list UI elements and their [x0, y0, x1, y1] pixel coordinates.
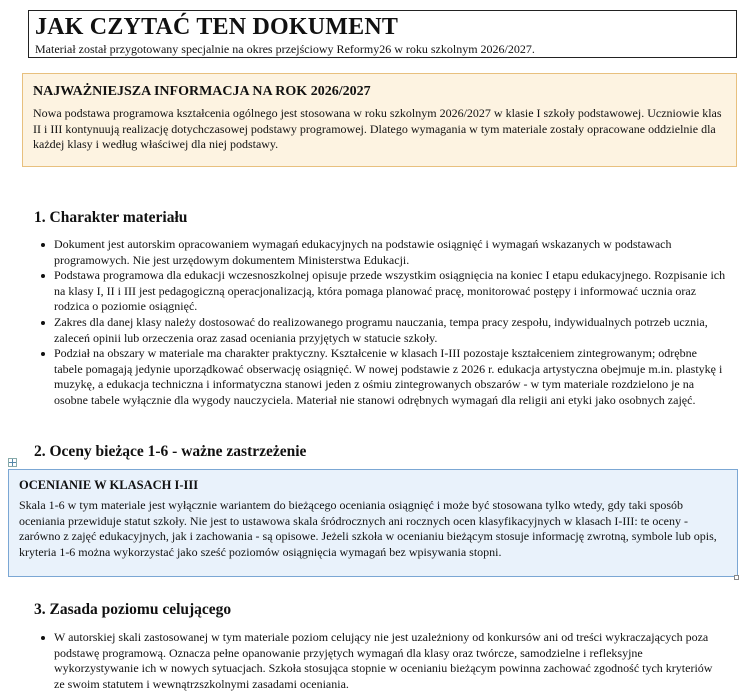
list-item: Podstawa programowa dla edukacji wczesnoszkolnej opisuje przede wszystkim osiągnięcia na koniec I etapu edukacyjnego. Rozpisanie ich na klasy I, II i III jest pedagogiczną operacjonalizacją, która pomaga planować pracę, monitorować postępy i informować ucznia oraz rodzica o poziomie osiągnięć. — [36, 268, 726, 315]
grading-note-box — [8, 469, 738, 577]
important-info-text: Nowa podstawa programowa kształcenia ogólnego jest stosowana w roku szkolnym 2026/2027 w klasie I szkoły podstawowej. Uczniowie klas II i III kontynuują realizację dotychczasowej podstawy programowej. Dlatego wymagania w tym materiale zostały opracowane oddzielnie dla każdej klasy i według właściwej dla niej podstawy. — [33, 106, 722, 151]
list-item: Podział na obszary w materiale ma charakter praktyczny. Kształcenie w klasach I-III pozostaje kształceniem zintegrowanym; odrębne tabele pomagają jedynie uporządkować obserwację osiągnięć. W nowej podstawie z 2026 r. edukacja artystyczna obejmuje m.in. plastykę i muzykę, a edukacja techniczna i informatyczna stanowi jeden z ośmiu zintegrowanych obszarów - w tym materiale rozdzielono je na osobne tabele wyłącznie dla wygody nauczyciela. Materiał nie stanowi odrębnych wymagań dla religii ani etyki jako osobnych zajęć. — [36, 346, 726, 408]
section-3-heading: 3. Zasada poziomu celującego — [34, 601, 232, 618]
grading-note-heading: OCENIANIE W KLASACH I-III — [19, 478, 199, 492]
important-info-heading: NAJWAŻNIEJSZA INFORMACJA NA ROK 2026/2027 — [33, 84, 371, 99]
section-3-list — [36, 630, 726, 692]
table-move-handle-icon[interactable] — [8, 458, 17, 467]
section-1-list — [36, 237, 726, 409]
table-resize-handle-icon[interactable] — [734, 575, 739, 580]
document-title: JAK CZYTAĆ TEN DOKUMENT — [35, 14, 399, 40]
list-item: Dokument jest autorskim opracowaniem wymagań edukacyjnych na podstawie osiągnięć i wymagań wskazanych w podstawach programowych. Nie jest urzędowym dokumentem Ministerstwa Edukacji. — [36, 237, 726, 268]
list-item: Zakres dla danej klasy należy dostosować do realizowanego programu nauczania, tempa pracy zespołu, indywidualnych potrzeb ucznia, zaleceń opinii lub orzeczenia oraz zasad oceniania przyjętych w statucie szkoły. — [36, 315, 726, 346]
important-info-box — [22, 73, 737, 167]
document-subtitle: Materiał został przygotowany specjalnie na okres przejściowy Reformy26 w roku szkolnym 2026/2027. — [35, 42, 535, 56]
section-2-heading: 2. Oceny bieżące 1-6 - ważne zastrzeżenie — [34, 443, 307, 460]
document-title-box — [28, 10, 737, 58]
list-item: W autorskiej skali zastosowanej w tym materiale poziom celujący nie jest uzależniony od konkursów ani od treści wykraczających poza podstawę programową. Oznacza pełne opanowanie przyjętych wymagań dla klasy oraz twórcze, samodzielne i refleksyjne wykorzystywanie ich w nowych sytuacjach. Szkoła stosująca stopnie w ocenianiu bieżącym powinna zachować zgodność tych kryteriów ze swoim statutem i wewnątrzszkolnymi zasadami oceniania. — [36, 630, 726, 692]
grading-note-text: Skala 1-6 w tym materiale jest wyłącznie wariantem do bieżącego oceniania osiągnięć i może być stosowana tylko wtedy, gdy taki sposób oceniania przewiduje statut szkoły. Nie jest to ustawowa skala śródrocznych ani rocznych ocen klasyfikacyjnych w klasach I-III: te oceny - zarówno z zajęć edukacyjnych, jak i zachowania - są opisowe. Jeżeli szkoła w ocenianiu bieżącym stosuje informację zwrotną, symbole lub opis, kryteria 1-6 można wykorzystać jako sześć poziomów osiągnięcia wymagań bez wpisywania stopni. — [19, 498, 717, 559]
section-1-heading: 1. Charakter materiału — [34, 209, 188, 226]
